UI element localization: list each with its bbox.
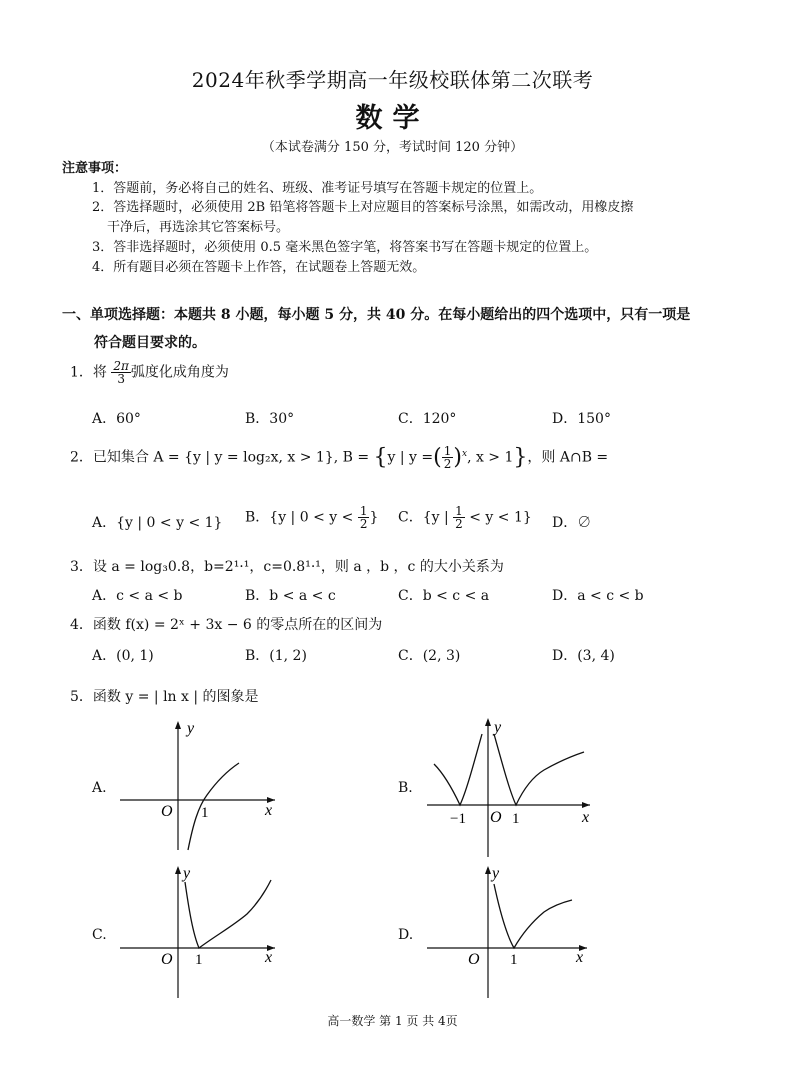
q5-label-d: D. bbox=[398, 927, 414, 943]
question-4 bbox=[70, 614, 382, 634]
q2-option-b-num: 1 bbox=[359, 504, 368, 518]
q2-option-c-post: < y < 1} bbox=[469, 509, 532, 526]
q2-option-b-pre: B．{y | 0 < y < bbox=[245, 509, 354, 526]
graph-a-one: 1 bbox=[201, 805, 209, 821]
graph-b bbox=[422, 712, 597, 860]
q2-exponent: x bbox=[461, 448, 468, 459]
q2-half-num: 1 bbox=[443, 444, 452, 458]
q1-option-a: A．60° bbox=[92, 411, 141, 427]
q4-stem: 函数 f(x) = 2ˣ + 3x − 6 的零点所在的区间为 bbox=[92, 617, 383, 633]
graph-d-y-label: y bbox=[492, 865, 500, 882]
graph-b-curve-left bbox=[434, 734, 482, 805]
q2-option-a: A．{y | 0 < y < 1} bbox=[92, 515, 223, 531]
notice-item-4: 4．所有题目必须在答题卡上作答，在试题卷上答题无效。 bbox=[92, 260, 426, 275]
q2-option-c-num: 1 bbox=[455, 504, 463, 518]
graph-b-one: 1 bbox=[512, 811, 520, 827]
graph-c-origin: O bbox=[161, 951, 173, 968]
q4-option-a: A．(0, 1) bbox=[92, 648, 154, 664]
q5-stem: 函数 y = | ln x | 的图象是 bbox=[92, 689, 259, 705]
q2-stem-a: 已知集合 A = {y | y = log₂x, x > 1}, B = bbox=[92, 449, 370, 466]
graph-c-one: 1 bbox=[195, 952, 203, 968]
q2-option-c-frac bbox=[453, 505, 465, 530]
question-3 bbox=[70, 556, 504, 576]
graph-c-x-label: x bbox=[265, 949, 273, 966]
q2-stem-b-pre: y | y = bbox=[387, 449, 434, 466]
q2-stem-b-post: , x > 1 bbox=[467, 449, 514, 466]
graph-a-curve bbox=[188, 763, 239, 850]
notice-item-3: 3．答非选择题时，必须使用 0.5 毫米黑色签字笔，将答案书写在答题卡规定的位置上。 bbox=[92, 240, 598, 255]
q2-right-brace: } bbox=[513, 445, 528, 470]
q2-right-paren: ) bbox=[453, 445, 462, 470]
q2-half-den: 2 bbox=[443, 457, 452, 471]
question-1 bbox=[70, 360, 229, 385]
graph-b-origin: O bbox=[490, 809, 502, 826]
q2-option-c-pre: C．{y | bbox=[398, 509, 449, 526]
graph-d bbox=[422, 860, 597, 1002]
q2-left-brace: { bbox=[373, 445, 388, 470]
graph-c-y-arrow bbox=[175, 866, 181, 874]
graph-b-neg-one: −1 bbox=[450, 811, 466, 827]
q4-number: 4． bbox=[70, 617, 93, 633]
exam-info: （本试卷满分 150 分，考试时间 120 分钟） bbox=[261, 140, 524, 155]
q5-number: 5． bbox=[70, 689, 93, 705]
graph-a-y-label: y bbox=[187, 720, 195, 737]
q3-number: 3． bbox=[70, 559, 93, 575]
graph-c-curve bbox=[185, 880, 271, 948]
notice-item-1: 1．答题前，务必将自己的姓名、班级、准考证号填写在答题卡规定的位置上。 bbox=[92, 181, 543, 196]
q3-option-b: B．b < a < c bbox=[245, 588, 336, 604]
q5-label-b: B. bbox=[398, 780, 413, 796]
q5-label-a: A. bbox=[92, 780, 107, 796]
graph-c-y-label: y bbox=[183, 865, 191, 882]
q5-label-c: C. bbox=[92, 927, 107, 943]
q1-frac-den: 3 bbox=[117, 372, 125, 386]
q2-option-b-frac bbox=[358, 505, 370, 530]
q2-number: 2． bbox=[70, 449, 93, 466]
graph-a-y-arrow bbox=[175, 721, 181, 729]
question-5 bbox=[70, 686, 259, 706]
q1-option-b: B．30° bbox=[245, 411, 295, 427]
section-heading: 一、单项选择题：本题共 8 小题，每小题 5 分，共 40 分。在每小题给出的四个选项中，只有一项是 bbox=[62, 307, 691, 323]
graph-d-origin: O bbox=[468, 951, 480, 968]
q1-pre: 将 bbox=[92, 364, 107, 381]
exam-title: 2024年秋季学期高一年级校联体第二次联考 bbox=[191, 68, 594, 92]
q2-option-c bbox=[398, 505, 532, 530]
notice-item-2-cont: 干净后，再选涂其它答案标号。 bbox=[107, 220, 290, 235]
q2-option-b-den: 2 bbox=[359, 517, 368, 531]
q2-left-paren: ( bbox=[433, 445, 442, 470]
graph-a bbox=[115, 715, 285, 855]
graph-b-x-arrow bbox=[582, 802, 590, 808]
graph-b-x-label: x bbox=[582, 809, 590, 826]
graph-d-x-label: x bbox=[576, 949, 584, 966]
graph-d-one: 1 bbox=[510, 952, 518, 968]
q2-option-c-den: 2 bbox=[455, 517, 463, 531]
q1-post: 弧度化成角度为 bbox=[130, 364, 229, 381]
notice-item-2: 2．答选择题时，必须使用 2B 铅笔将答题卡上对应题目的答案标号涂黑，如需改动，用橡皮擦 bbox=[92, 200, 634, 215]
graph-b-y-label: y bbox=[494, 719, 502, 736]
question-2 bbox=[70, 445, 608, 470]
graph-a-origin: O bbox=[161, 803, 173, 820]
q3-option-a: A．c < a < b bbox=[92, 588, 183, 604]
q4-option-c: C．(2, 3) bbox=[398, 648, 461, 664]
graph-b-curve-right bbox=[494, 734, 584, 805]
graph-c bbox=[115, 860, 285, 1002]
q3-stem: 设 a = log₃0.8，b=2¹·¹，c=0.8¹·¹，则 a ，b ，c 的大小关系为 bbox=[92, 559, 504, 575]
page-footer: 高一数学 第 1 页 共 4页 bbox=[327, 1014, 458, 1028]
q1-frac-num: 2π bbox=[113, 359, 129, 373]
q4-option-b: B．(1, 2) bbox=[245, 648, 307, 664]
graph-a-x-label: x bbox=[265, 802, 273, 819]
q2-option-d: D．∅ bbox=[552, 515, 592, 531]
q2-stem-end: ，则 A∩B = bbox=[527, 449, 609, 466]
q2-option-b-close: } bbox=[369, 509, 379, 526]
section-heading-cont: 符合题目要求的。 bbox=[94, 335, 206, 351]
graph-d-y-arrow bbox=[485, 866, 491, 874]
q1-option-d: D．150° bbox=[552, 411, 611, 427]
notice-heading: 注意事项： bbox=[62, 161, 128, 176]
q3-option-d: D．a < c < b bbox=[552, 588, 644, 604]
q1-fraction bbox=[111, 360, 131, 385]
subject-title: 数学 bbox=[355, 103, 430, 134]
q2-option-b bbox=[245, 505, 378, 530]
q1-option-c: C．120° bbox=[398, 411, 457, 427]
q2-half bbox=[442, 445, 454, 470]
graph-b-y-arrow bbox=[485, 718, 491, 726]
q3-option-c: C．b < c < a bbox=[398, 588, 490, 604]
q4-option-d: D．(3, 4) bbox=[552, 648, 615, 664]
graph-d-curve bbox=[494, 884, 572, 948]
q1-number: 1． bbox=[70, 364, 93, 381]
